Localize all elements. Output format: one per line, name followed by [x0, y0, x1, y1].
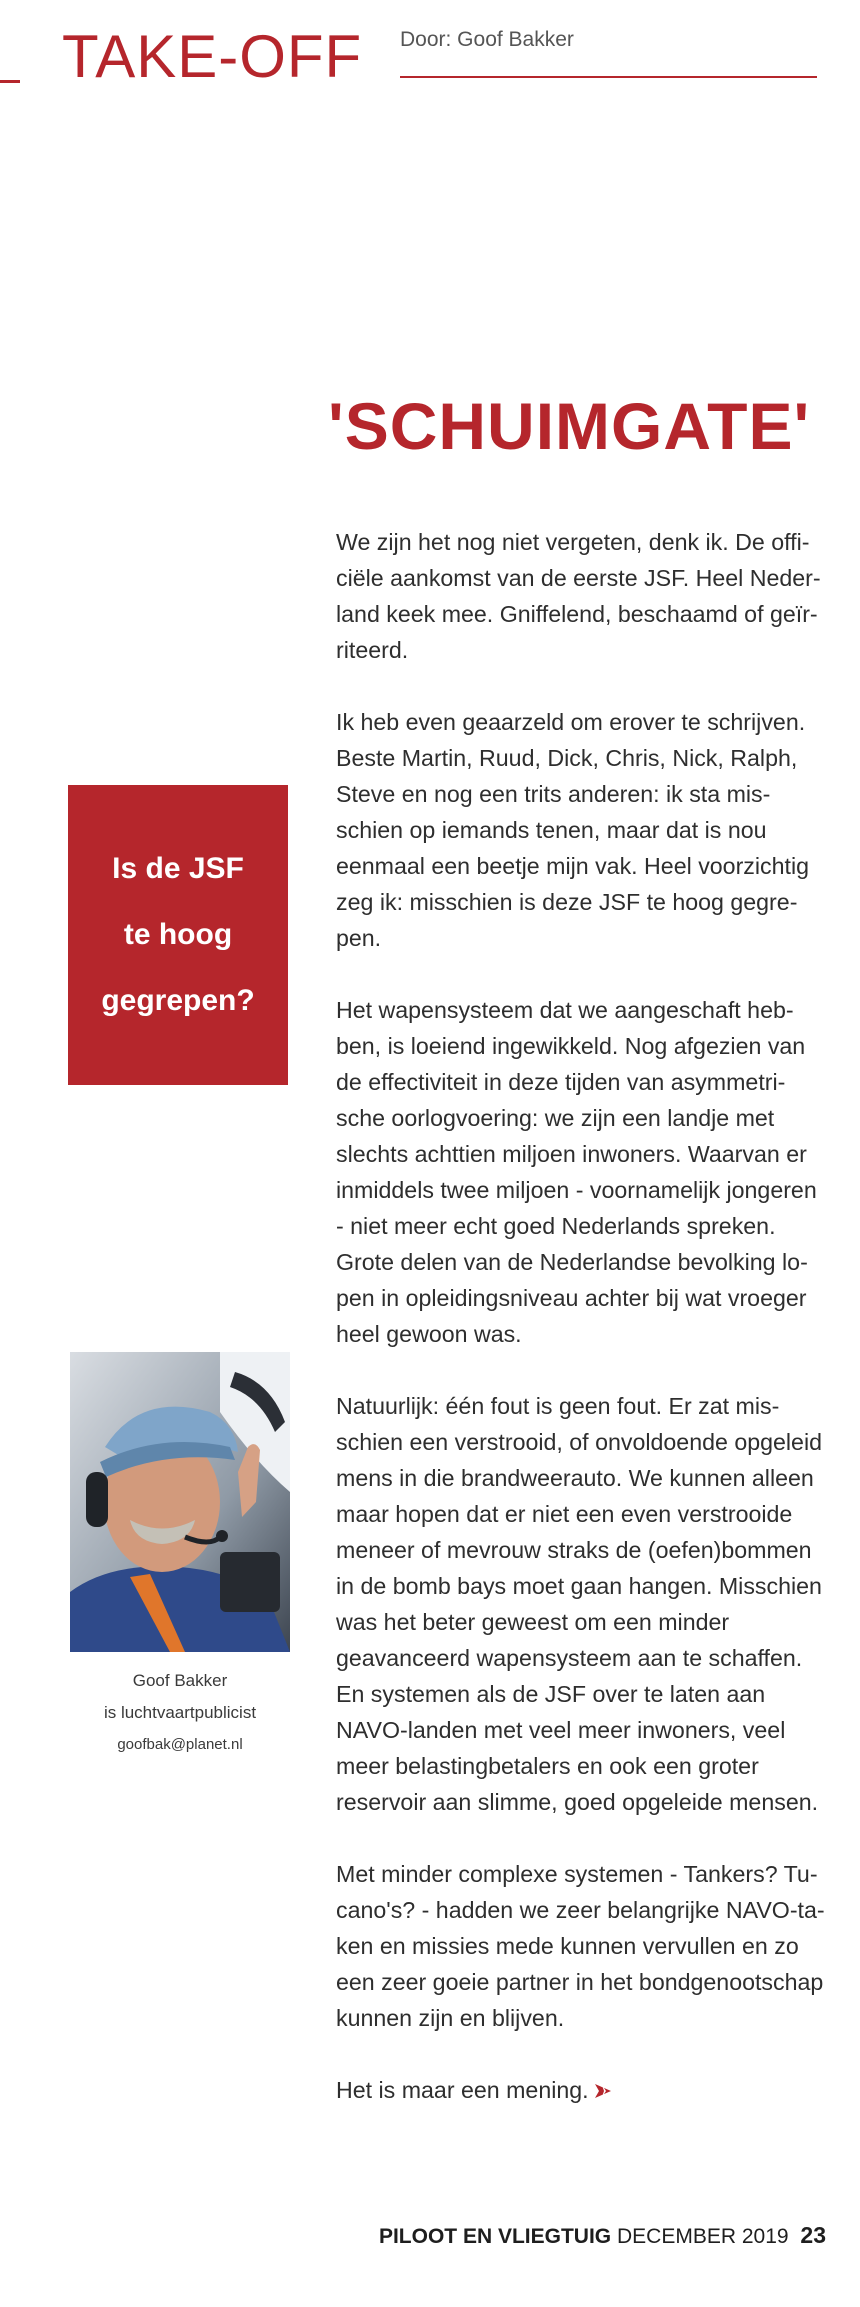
byline: Door: Goof Bakker: [400, 28, 574, 51]
pull-quote-box: [68, 785, 288, 1085]
article-paragraph: Het wapensysteem dat we aangeschaft hebben, is loeiend ingewikkeld. Nog afgezien van de effectiviteit in deze tijden van asymmetrische oorlogvoering: we zijn een landje met slechts achttien miljoen inwoners. Waarvan er inmiddels twee miljoen - voornamelijk jongeren - niet meer echt goed Nederlands spreken. Grote delen van de Nederlandse bevolking lopen in opleidingsniveau achter bij wat vroeger heel gewoon was.: [336, 997, 817, 1347]
author-name: Goof Bakker: [132, 1671, 228, 1690]
article-body: [336, 524, 826, 2144]
article-paragraph: Ik heb even geaarzeld om erover te schrijven. Beste Martin, Ruud, Dick, Chris, Nick, Ralph, Steve en nog een trits anderen: ik sta misschien op iemands tenen, maar dat is nou eenmaal een beetje mijn vak. Heel voorzichtig zeg ik: misschien is deze JSF te hoog gegrepen.: [336, 709, 810, 951]
author-photo: [70, 1352, 290, 1652]
author-role: is luchtvaartpublicist: [103, 1703, 257, 1722]
article-paragraph: We zijn het nog niet vergeten, denk ik. De officiële aankomst van de eerste JSF. Heel Nederland keek mee. Gniffelend, beschaamd of geïrriteerd.: [336, 529, 821, 663]
pull-quote-line: Is de JSF: [112, 852, 244, 885]
article-closing-paragraph: [336, 2072, 826, 2108]
article-paragraph: Met minder complexe systemen - Tankers? Tucano's? - hadden we zeer belangrijke NAVO-taken en missies mede kunnen vervullen en zo een zeer goeie partner in het bondgenootschap kunnen zijn en blijven.: [336, 1861, 825, 2031]
header-rule: [400, 76, 817, 78]
magazine-name: PILOOT EN VLIEGTUIG: [378, 2225, 612, 2248]
pull-quote-line: gegrepen?: [101, 984, 255, 1017]
author-caption: [70, 1665, 290, 1761]
section-title: TAKE-OFF: [62, 23, 363, 90]
left-accent-rule: [0, 80, 20, 83]
page-number: 23: [800, 2222, 826, 2248]
pull-quote-line: te hoog: [123, 918, 233, 951]
issue-date: DECEMBER 2019: [616, 2225, 789, 2248]
airplane-end-mark-icon: [593, 2075, 613, 2095]
author-email: goofbak@planet.nl: [117, 1736, 243, 1753]
article-headline: 'SCHUIMGATE': [328, 389, 811, 463]
article-paragraph: Natuurlijk: één fout is geen fout. Er zat misschien een verstrooid, of onvoldoende opgeleid mens in die brandweerauto. We kunnen alleen maar hopen dat er niet een even verstrooide meneer of mevrouw straks de (oefen)bommen in de bomb bays moet gaan hangen. Misschien was het beter geweest om een minder geavanceerd wapensysteem aan te schaffen. En systemen als de JSF over te laten aan NAVO-landen met veel meer inwoners, veel meer belastingbetalers en ook een groter reservoir aan slimme, goed opgeleide mensen.: [336, 1393, 822, 1815]
page-footer: [379, 2222, 826, 2249]
closing-text: Het is maar een mening.: [336, 2077, 589, 2103]
